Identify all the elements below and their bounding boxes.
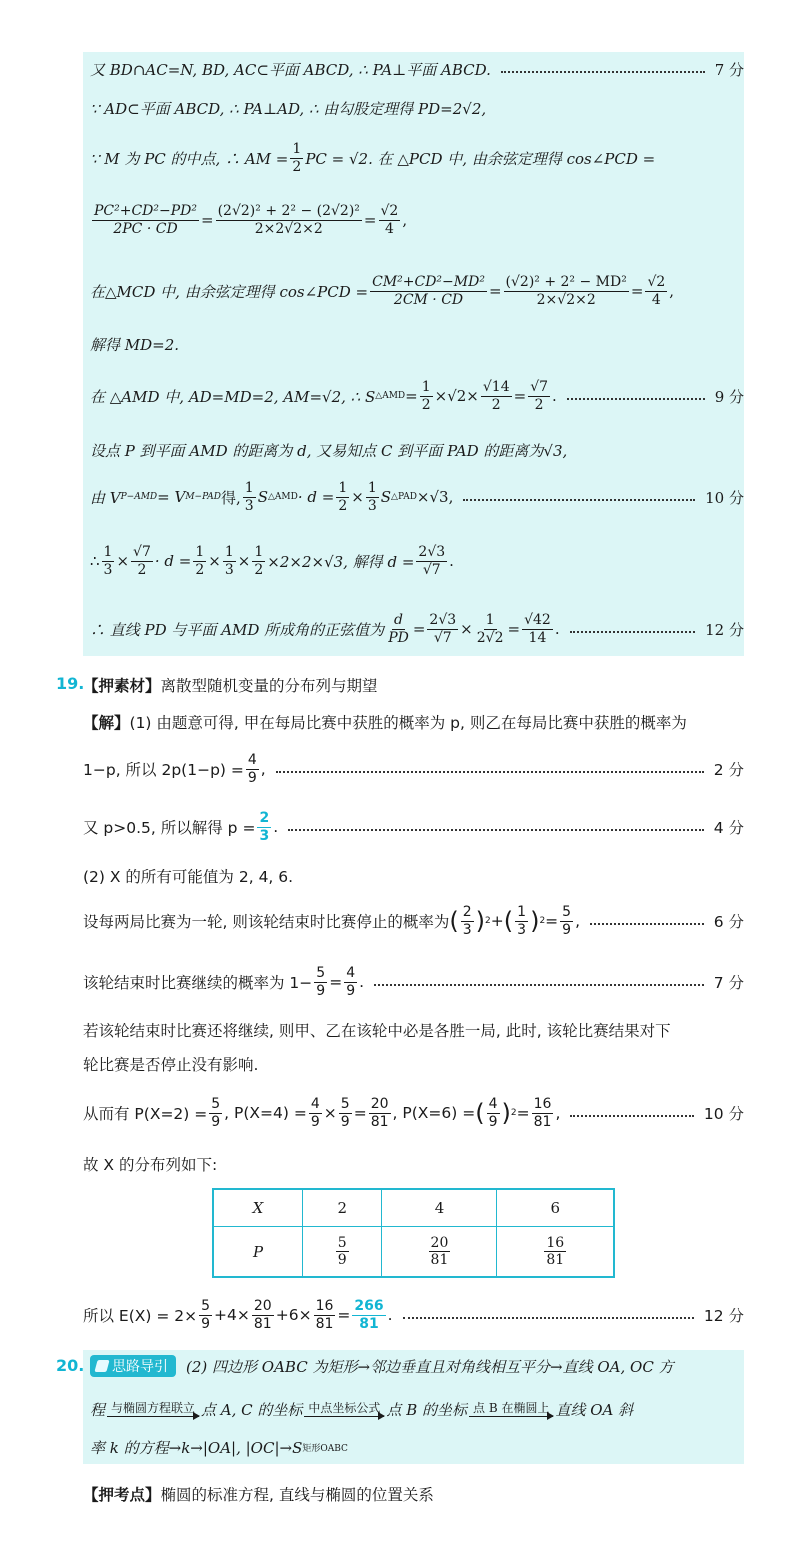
solution-line: 该轮结束时比赛继续的概率为 1− $\frac{5}{9}$ = $\frac{4}{9}$ . 7 分: [83, 965, 744, 999]
fraction: $\frac{20}{81}$: [370, 1096, 389, 1130]
dot-leader: [374, 978, 704, 986]
fraction: $\frac{5}{9}$: [340, 1096, 350, 1130]
dot-leader: [590, 917, 704, 925]
dot-leader: [570, 1109, 693, 1117]
solution-line: 在 △AMD 中, AD=MD=2, AM=√2, ∴ S △AMD = $\frac{1}{2}$ ×√2× $\frac{√14}{2}$ = $\frac{√7}{2}$ . 9 分: [90, 379, 744, 413]
fraction: 1 3: [244, 480, 254, 514]
fraction: $\frac{√7}{2}$: [133, 544, 151, 578]
fraction: $\frac{5}{9}$: [562, 904, 572, 938]
fraction: $\frac{1}{2}$: [338, 480, 348, 514]
fraction: $\frac{2√3}{√7}$: [418, 544, 446, 578]
solution-line: 又 p>0.5, 所以解得 p = $\frac{2}{3}$ . 4 分: [83, 810, 744, 844]
question-number: 20.: [56, 1356, 85, 1375]
fraction: $\frac{√2}{4}$: [647, 274, 666, 308]
solution-line: 又 BD∩AC=N, BD, AC⊂平面 ABCD, ∴ PA⊥平面 ABCD. 7 分: [90, 60, 744, 79]
question-number: 19.: [56, 674, 85, 693]
fraction: $\frac{1}{2}$: [421, 379, 431, 413]
fraction: $\frac{1}{2}$: [195, 544, 205, 578]
score: 10 分: [705, 488, 744, 507]
arrow-label: 与椭圆方程联立: [107, 1402, 199, 1417]
fraction: 4 9: [488, 1096, 498, 1130]
fraction: $\frac{\text{(2√2)² + 2² − (2√2)²}}{2\times 2√2\times 2}$: [217, 203, 360, 237]
solution-line: 【解】 (1) 由题意可得, 甲在每局比赛中获胜的概率为 p, 则乙在每局比赛中获胜的概率为: [83, 714, 687, 732]
fraction: $\frac{√7}{2}$: [530, 379, 549, 413]
score: 2 分: [713, 761, 744, 779]
dot-leader: [288, 823, 704, 831]
score: 7 分: [714, 60, 744, 79]
table-cell: $\frac{5}{9}$: [303, 1227, 382, 1278]
solution-line: ∴ 直线 PD 与平面 AMD 所成角的正弦值为 $\frac{d}{PD}$ = $\frac{2√3}{√7}$ × $\frac{1}{2√2}$ = $\frac{√42}{14}$ . 12 分: [90, 612, 744, 646]
pencil-icon: [94, 1360, 109, 1372]
fraction: $\frac{16}{81}$: [315, 1298, 334, 1332]
hint-line: 程 与椭圆方程联立 点 A, C 的坐标 中点坐标公式 点 B 的坐标 点 B 在椭圆上 直线 OA 斜: [90, 1400, 634, 1419]
solution-line: 轮比赛是否停止没有影响.: [83, 1056, 259, 1074]
fraction: $\frac{\text{CM²+CD²−MD²}}{2CM \cdot CD}$: [372, 274, 485, 308]
table-cell: P: [213, 1227, 303, 1278]
fraction: $\frac{20}{81}$: [253, 1298, 272, 1332]
fraction: $\frac{2√3}{√7}$: [429, 612, 457, 646]
fraction: $\frac{√2}{4}$: [380, 203, 399, 237]
fraction: $\frac{\text{PC²+CD²−PD²}}{2PC \cdot CD}$: [94, 203, 198, 237]
score: 12 分: [703, 1307, 744, 1325]
solution-line: 从而有 P(X=2) = $\frac{5}{9}$ , P(X=4) = $\frac{4}{9}$ × $\frac{5}{9}$ = $\frac{20}{81}$ , P(X=6) = ( 4 9 ) 2 = $\frac{16}{81}$ , 10 分: [83, 1096, 744, 1130]
solution-line: 解得 MD=2.: [90, 335, 180, 354]
solution-line: 设点 P 到平面 AMD 的距离为 d, 又易知点 C 到平面 PAD 的距离为√3,: [90, 441, 568, 460]
dot-leader: [463, 493, 695, 501]
table-row: [213, 1189, 614, 1227]
fraction: $\frac{1}{3}$: [367, 480, 377, 514]
answer-fraction: $\frac{2}{3}$: [259, 810, 270, 844]
score: 9 分: [714, 387, 744, 406]
fraction: $\frac{16}{81}$: [533, 1096, 552, 1130]
fraction: $\frac{4}{9}$: [310, 1096, 320, 1130]
fraction: $\frac{d}{PD}$: [388, 612, 409, 646]
solution-line: ∵ M 为 PC 的中点, ∴ AM = $\frac{1}{2}$ PC = √2. 在 △PCD 中, 由余弦定理得 cos∠PCD =: [90, 141, 656, 175]
dot-leader: [501, 65, 705, 73]
dot-leader: [403, 1311, 694, 1319]
fraction: 1 3: [517, 904, 527, 938]
fraction: $\frac{4}{9}$: [247, 752, 257, 786]
fraction: $\frac{5}{9}$: [211, 1096, 221, 1130]
table-cell: X: [213, 1189, 303, 1227]
fraction: $\frac{1}{3}$: [103, 544, 113, 578]
dot-leader: [570, 625, 696, 633]
table-cell: $\frac{20}{81}$: [382, 1227, 497, 1278]
dot-leader: [567, 392, 705, 400]
hint-line: 率 k 的方程→k→|OA|, |OC|→S 矩形OABC: [90, 1438, 348, 1457]
fraction: $\frac{1}{2√2}$: [476, 612, 504, 646]
table-cell: $\frac{16}{81}$: [497, 1227, 614, 1278]
answer-fraction: $\frac{266}{81}$: [354, 1298, 384, 1332]
score: 4 分: [713, 819, 744, 837]
dot-leader: [276, 765, 704, 773]
solution-line: 所以 E(X) = 2× $\frac{5}{9}$ +4× $\frac{20}{81}$ +6× $\frac{16}{81}$ = $\frac{266}{81}$ . 12 分: [83, 1298, 744, 1332]
fraction: $\frac{1}{3}$: [224, 544, 234, 578]
score: 12 分: [705, 620, 744, 639]
arrow-label: 中点坐标公式: [304, 1402, 384, 1417]
solution-line: (2) X 的所有可能值为 2, 4, 6.: [83, 868, 294, 886]
solution-line: 1−p, 所以 2p(1−p) = $\frac{4}{9}$ , 2 分: [83, 752, 744, 786]
distribution-table: [212, 1188, 615, 1278]
table-row: [213, 1227, 614, 1278]
solution-line: 若该轮结束时比赛还将继续, 则甲、乙在该轮中必是各胜一局, 此时, 该轮比赛结果对下: [83, 1022, 671, 1040]
hint-badge: 思路导引: [90, 1355, 176, 1377]
solution-line: ∴ $\frac{1}{3}$ × $\frac{√7}{2}$ · d = $\frac{1}{2}$ × $\frac{1}{3}$ × $\frac{1}{2}$ ×2×2×√3, 解得 d = $\frac{2√3}{√7}$ .: [90, 544, 454, 578]
fraction: $\frac{5}{9}$: [316, 965, 326, 999]
table-cell: 2: [303, 1189, 382, 1227]
fraction: $\frac{5}{9}$: [201, 1298, 211, 1332]
fraction: $\frac{\text{(√2)² + 2² − MD²}}{2\times√2\times 2}$: [505, 274, 627, 308]
score: 10 分: [703, 1105, 744, 1123]
hint-line: 思路导引 (2) 四边形 OABC 为矩形→邻边垂直且对角线相互平分→直线 OA, OC 方: [90, 1354, 744, 1378]
question-tag-line: 【押素材】 离散型随机变量的分布列与期望: [83, 677, 378, 695]
question-tag-line: 【押考点】 椭圆的标准方程, 直线与椭圆的位置关系: [83, 1486, 434, 1504]
solution-line: 设每两局比赛为一轮, 则该轮结束时比赛停止的概率为 ( 2 3 ) 2 + ( 1 3 ) 2 = $\frac{5}{9}$ , 6 分: [83, 904, 744, 938]
solution-line: 在△MCD 中, 由余弦定理得 cos∠PCD = $\frac{\text{CM²+CD²−MD²}}{2CM \cdot CD}$ = $\frac{\text{(√2)² + 2² − MD²}}{2\times√2\times 2}$ = $\frac{√2}{4}$ ,: [90, 274, 675, 308]
fraction: $\frac{√42}{14}$: [524, 612, 551, 646]
table-cell: 4: [382, 1189, 497, 1227]
fraction: $\frac{√14}{2}$: [482, 379, 510, 413]
solution-line: $\frac{\text{PC²+CD²−PD²}}{2PC \cdot CD}$ = $\frac{\text{(2√2)² + 2² − (2√2)²}}{2\times 2√2\times 2}$ = $\frac{√2}{4}$ ,: [94, 203, 408, 237]
score: 6 分: [713, 913, 744, 931]
arrow-label: 点 B 在椭圆上: [469, 1402, 553, 1417]
fraction: $\frac{1}{2}$: [254, 544, 264, 578]
solution-line: 由 V P−AMD = V M−PAD 得, 1 3 S △AMD · d = $\frac{1}{2}$ × $\frac{1}{3}$ S △PAD ×√3, 10 分: [90, 480, 744, 514]
table-cell: 6: [497, 1189, 614, 1227]
fraction: $\frac{1}{2}$: [292, 141, 302, 175]
solution-line: 故 X 的分布列如下:: [83, 1156, 218, 1174]
score: 7 分: [713, 974, 744, 992]
fraction: 2 3: [462, 904, 472, 938]
fraction: $\frac{4}{9}$: [346, 965, 356, 999]
solution-line: ∵ AD⊂平面 ABCD, ∴ PA⊥AD, ∴ 由勾股定理得 PD=2√2,: [90, 99, 487, 118]
